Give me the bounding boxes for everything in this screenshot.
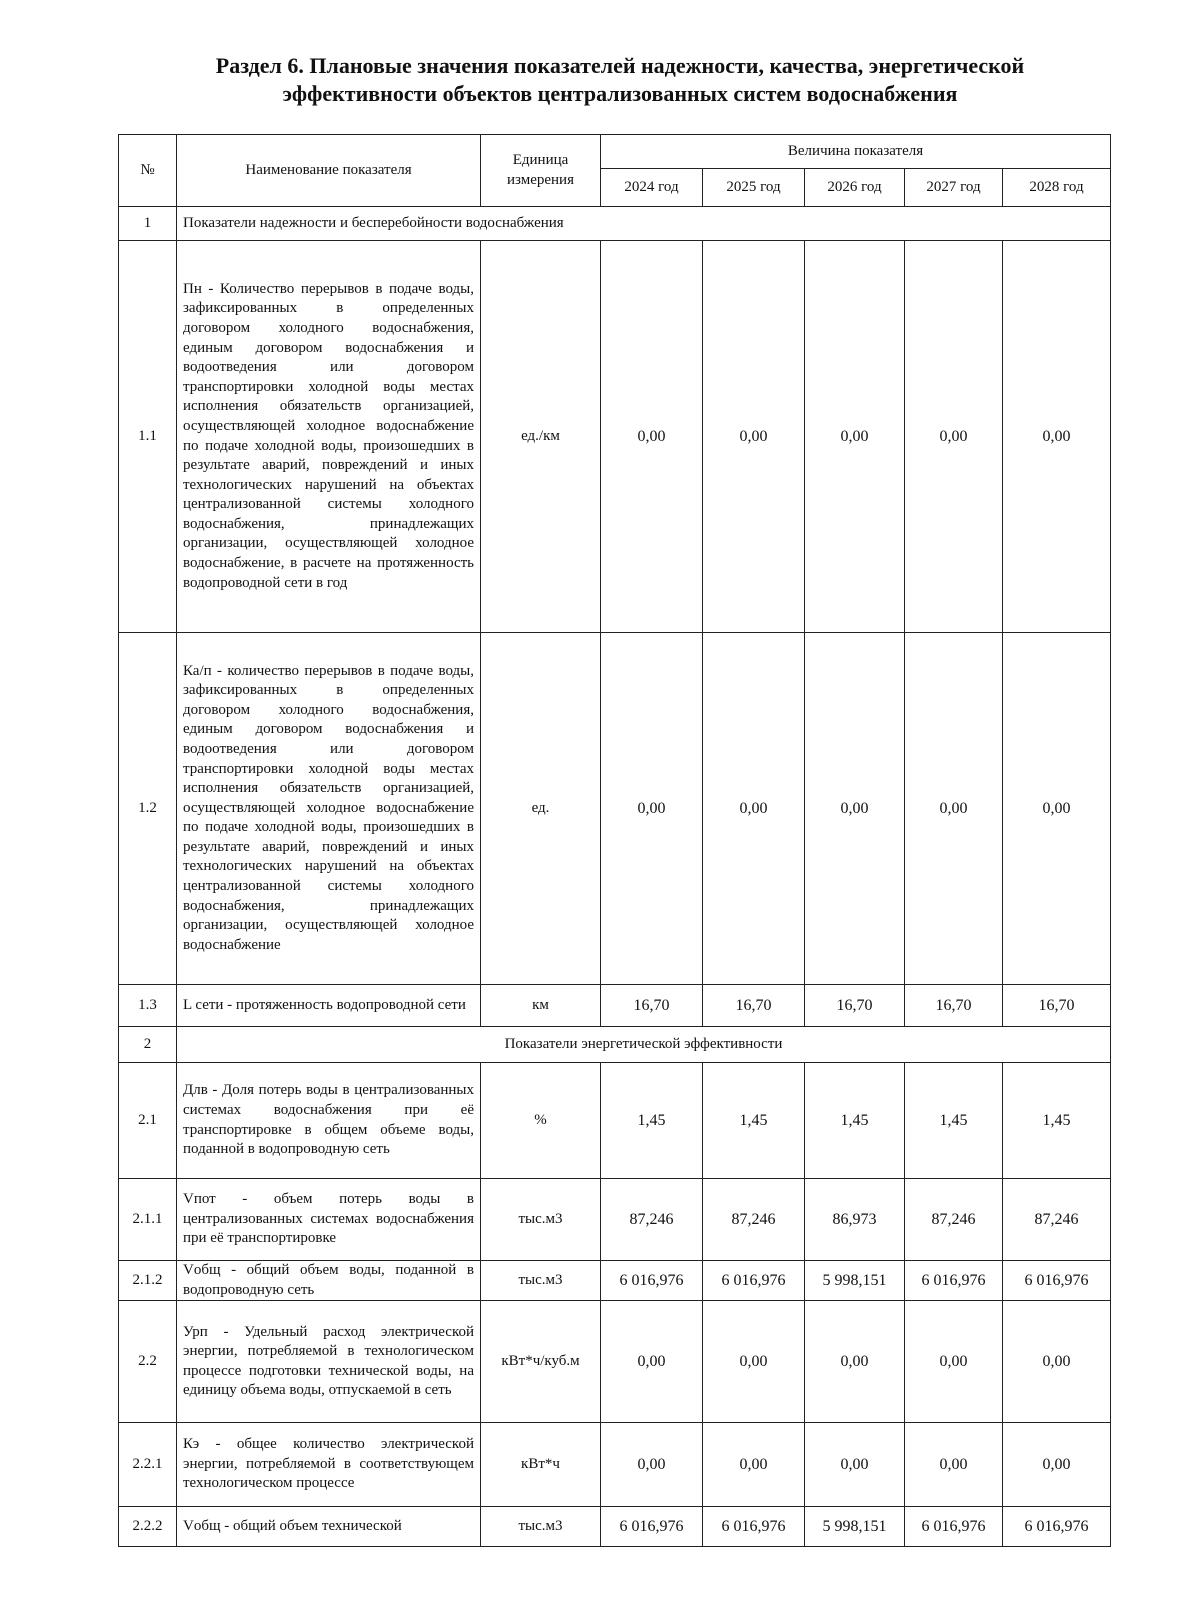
row-value: 87,246 [703, 1179, 805, 1261]
row-value: 0,00 [601, 1423, 703, 1507]
row-num: 2.2.1 [119, 1423, 177, 1507]
row-name: Длв - Доля потерь воды в централизованных системах водоснабжения при её транспортировке в общем объеме воды, поданной в водопроводную сеть [177, 1063, 481, 1179]
section-num: 1 [119, 207, 177, 241]
row-value: 87,246 [905, 1179, 1003, 1261]
row-value: 6 016,976 [601, 1261, 703, 1301]
row-value: 16,70 [905, 985, 1003, 1027]
row-name: Кэ - общее количество электрической энергии, потребляемой в соответствующем технологическом процессе [177, 1423, 481, 1507]
row-value: 0,00 [805, 1423, 905, 1507]
row-value: 0,00 [905, 633, 1003, 985]
row-value: 5 998,151 [805, 1261, 905, 1301]
header-year: 2024 год [601, 169, 703, 207]
table-row [119, 1179, 1111, 1261]
row-name: Vпот - объем потерь воды в централизованных системах водоснабжения при её транспортировке [177, 1179, 481, 1261]
table-row [119, 1261, 1111, 1301]
row-value: 0,00 [905, 1423, 1003, 1507]
row-name: Vобщ - общий объем технической [177, 1507, 481, 1547]
row-name: Пн - Количество перерывов в подаче воды, зафиксированных в определенных договором холодного водоснабжения, единым договором водоснабжения и водоотведения или договором транспортировки холодной воды местах исполнения обязательств организацией, осуществляющей холодное водоснабжение по подаче холодной воды, произошедших в результате аварий, повреждений и иных технологических нарушений на объектах централизованной системы холодного водоснабжения, принадлежащих организации, осуществляющей холодное водоснабжение, в расчете на протяженность водопроводной сети в год [177, 241, 481, 633]
row-unit: кВт*ч [481, 1423, 601, 1507]
row-value: 0,00 [703, 633, 805, 985]
row-name: L сети - протяженность водопроводной сети [177, 985, 481, 1027]
row-value: 1,45 [905, 1063, 1003, 1179]
row-value: 1,45 [1003, 1063, 1111, 1179]
table-row [119, 633, 1111, 985]
section-title: Показатели надежности и бесперебойности водоснабжения [177, 207, 1111, 241]
section-row [119, 1027, 1111, 1063]
row-num: 1.1 [119, 241, 177, 633]
row-name: Ка/п - количество перерывов в подаче воды, зафиксированных в определенных договором холодного водоснабжения, единым договором водоснабжения и водоотведения или договором транспортировки холодной воды местах исполнения обязательств организацией, осуществляющей холодное водоснабжение по подаче холодной воды, произошедших в результате аварий, повреждений и иных технологических нарушений на объектах централизованной системы холодного водоснабжения, принадлежащих организации, осуществляющей холодное водоснабжение [177, 633, 481, 985]
row-value: 0,00 [703, 1301, 805, 1423]
indicators-table [118, 134, 1111, 1547]
row-value: 6 016,976 [905, 1261, 1003, 1301]
header-value-group: Величина показателя [601, 135, 1111, 169]
table-row [119, 1423, 1111, 1507]
row-num: 2.1 [119, 1063, 177, 1179]
table-row [119, 1063, 1111, 1179]
row-value: 0,00 [601, 633, 703, 985]
row-value: 0,00 [1003, 241, 1111, 633]
section-title: Показатели энергетической эффективности [177, 1027, 1111, 1063]
title-line-2: эффективности объектов централизованных систем водоснабжения [282, 81, 958, 106]
header-name: Наименование показателя [177, 135, 481, 207]
row-value: 0,00 [601, 1301, 703, 1423]
row-unit: ед. [481, 633, 601, 985]
header-year: 2028 год [1003, 169, 1111, 207]
row-value: 0,00 [601, 241, 703, 633]
header-unit: Единица измерения [481, 135, 601, 207]
row-value: 6 016,976 [703, 1261, 805, 1301]
row-unit: км [481, 985, 601, 1027]
document-title [150, 52, 1090, 108]
row-num: 2.1.2 [119, 1261, 177, 1301]
row-value: 16,70 [1003, 985, 1111, 1027]
row-value: 0,00 [805, 1301, 905, 1423]
row-value: 16,70 [601, 985, 703, 1027]
row-unit: тыс.м3 [481, 1179, 601, 1261]
row-num: 2.1.1 [119, 1179, 177, 1261]
row-value: 1,45 [805, 1063, 905, 1179]
row-value: 0,00 [1003, 1301, 1111, 1423]
header-year: 2026 год [805, 169, 905, 207]
row-num: 2.2.2 [119, 1507, 177, 1547]
row-value: 6 016,976 [1003, 1261, 1111, 1301]
row-value: 0,00 [1003, 633, 1111, 985]
row-value: 0,00 [703, 1423, 805, 1507]
row-name: Vобщ - общий объем воды, поданной в водопроводную сеть [177, 1261, 481, 1301]
row-value: 6 016,976 [1003, 1507, 1111, 1547]
row-num: 1.3 [119, 985, 177, 1027]
header-num: № [119, 135, 177, 207]
row-value: 86,973 [805, 1179, 905, 1261]
table-row [119, 1507, 1111, 1547]
section-num: 2 [119, 1027, 177, 1063]
header-year: 2025 год [703, 169, 805, 207]
row-name: Урп - Удельный расход электрической энергии, потребляемой в технологическом процессе подготовки технической воды, на единицу объема воды, отпускаемой в сеть [177, 1301, 481, 1423]
row-unit: ед./км [481, 241, 601, 633]
row-unit: тыс.м3 [481, 1507, 601, 1547]
title-line-1: Раздел 6. Плановые значения показателей надежности, качества, энергетической [215, 53, 1025, 78]
row-num: 2.2 [119, 1301, 177, 1423]
row-value: 0,00 [905, 241, 1003, 633]
row-unit: кВт*ч/куб.м [481, 1301, 601, 1423]
row-value: 16,70 [703, 985, 805, 1027]
header-year: 2027 год [905, 169, 1003, 207]
table-row [119, 985, 1111, 1027]
row-num: 1.2 [119, 633, 177, 985]
row-value: 16,70 [805, 985, 905, 1027]
row-value: 0,00 [905, 1301, 1003, 1423]
row-value: 0,00 [703, 241, 805, 633]
row-unit: тыс.м3 [481, 1261, 601, 1301]
table-row [119, 241, 1111, 633]
row-value: 1,45 [703, 1063, 805, 1179]
row-value: 87,246 [1003, 1179, 1111, 1261]
row-value: 6 016,976 [905, 1507, 1003, 1547]
table-row [119, 1301, 1111, 1423]
row-value: 6 016,976 [703, 1507, 805, 1547]
row-unit: % [481, 1063, 601, 1179]
row-value: 6 016,976 [601, 1507, 703, 1547]
row-value: 0,00 [805, 241, 905, 633]
row-value: 5 998,151 [805, 1507, 905, 1547]
row-value: 0,00 [1003, 1423, 1111, 1507]
section-row [119, 207, 1111, 241]
row-value: 87,246 [601, 1179, 703, 1261]
row-value: 1,45 [601, 1063, 703, 1179]
row-value: 0,00 [805, 633, 905, 985]
